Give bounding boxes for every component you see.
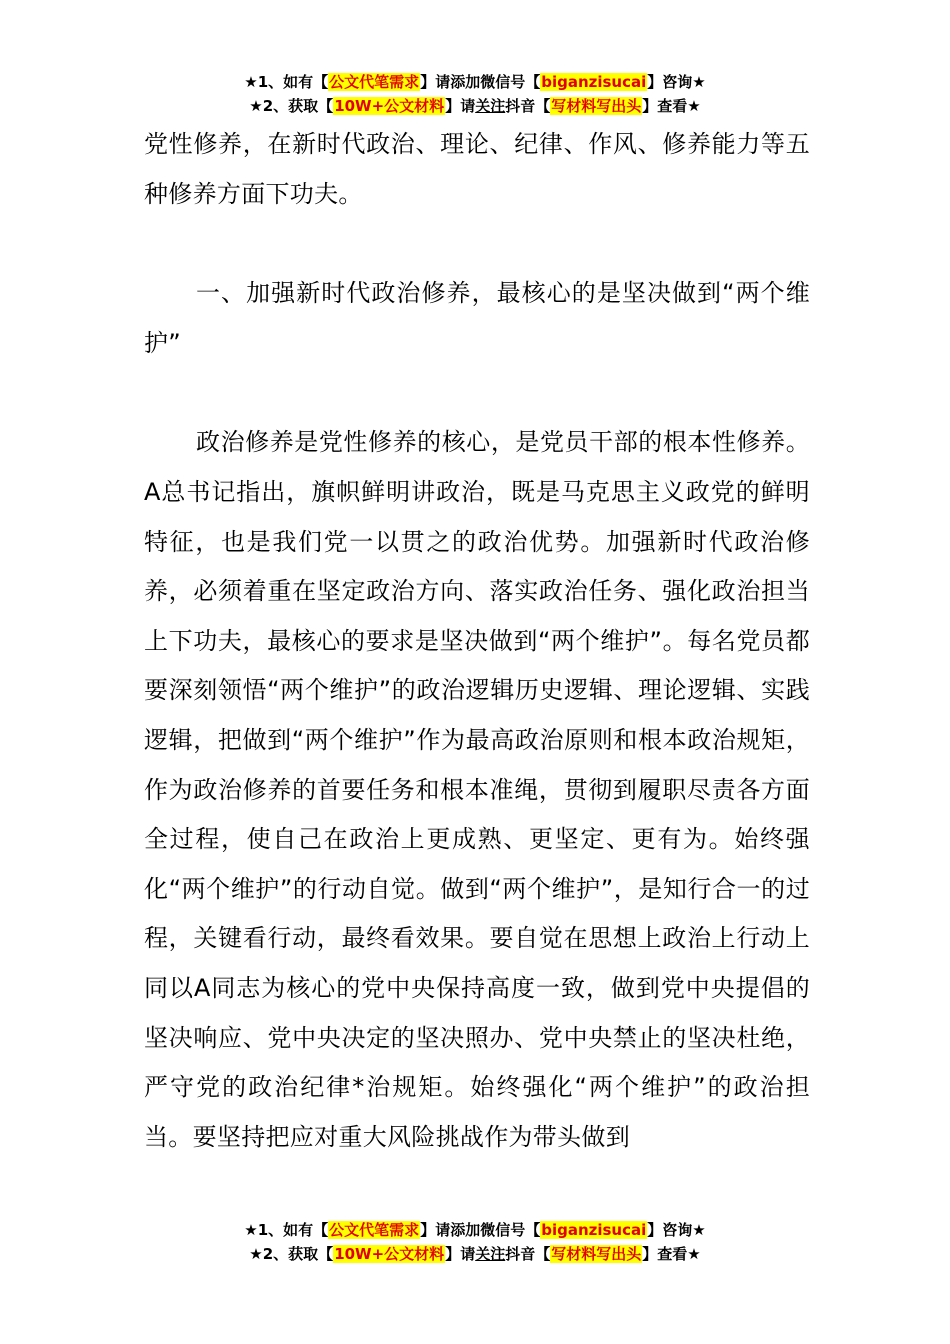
banner-line-1: ★1、如有【公文代笔需求】请添加微信号【biganzisucai】咨询★: [244, 1221, 706, 1239]
section-heading: 一、加强新时代政治修养，最核心的是坚决做到“两个维护”: [144, 279, 810, 357]
banner-line-2: ★2、获取【10W+公文材料】请关注抖音【写材料写出头】查看★: [249, 97, 701, 115]
banner-highlight: 公文代笔需求: [329, 1221, 420, 1239]
paragraph-gap: [144, 219, 810, 269]
footer-banner: [0, 1218, 950, 1266]
banner-highlight: biganzisucai: [541, 73, 647, 91]
banner-highlight: 写材料写出头: [551, 97, 642, 115]
banner-highlight: 公文代笔需求: [329, 73, 420, 91]
banner-highlight: 10W+公文材料: [334, 97, 445, 115]
intro-paragraph: 党性修养，在新时代政治、理论、纪律、作风、修养能力等五种修养方面下功夫。: [144, 130, 810, 208]
paragraph-gap: [144, 368, 810, 418]
header-banner: [0, 70, 950, 118]
banner-highlight: 10W+公文材料: [334, 1245, 445, 1263]
document-body: [144, 120, 810, 1162]
body-paragraph: 政治修养是党性修养的核心，是党员干部的根本性修养。A总书记指出，旗帜鲜明讲政治，既是马克思主义政党的鲜明特征，也是我们党一以贯之的政治优势。加强新时代政治修养，必须着重在坚定政治方向、落实政治任务、强化政治担当上下功夫，最核心的要求是坚决做到“两个维护”。每名党员都要深刻领悟“两个维护”的政治逻辑历史逻辑、理论逻辑、实践逻辑，把做到“两个维护”作为最高政治原则和根本政治规矩，作为政治修养的首要任务和根本准绳，贯彻到履职尽责各方面全过程，使自己在政治上更成熟、更坚定、更有为。始终强化“两个维护”的行动自觉。做到“两个维护”，是知行合一的过程，关键看行动，最终看效果。要自觉在思想上政治上行动上同以A同志为核心的党中央保持高度一致，做到党中央提倡的坚决响应、党中央决定的坚决照办、党中央禁止的坚决杜绝，严守党的政治纪律*治规矩。始终强化“两个维护”的政治担当。要坚持把应对重大风险挑战作为带头做到: [144, 428, 810, 1151]
banner-highlight: biganzisucai: [541, 1221, 647, 1239]
banner-line-1: ★1、如有【公文代笔需求】请添加微信号【biganzisucai】咨询★: [244, 73, 706, 91]
banner-highlight: 写材料写出头: [551, 1245, 642, 1263]
banner-line-2: ★2、获取【10W+公文材料】请关注抖音【写材料写出头】查看★: [249, 1245, 701, 1263]
